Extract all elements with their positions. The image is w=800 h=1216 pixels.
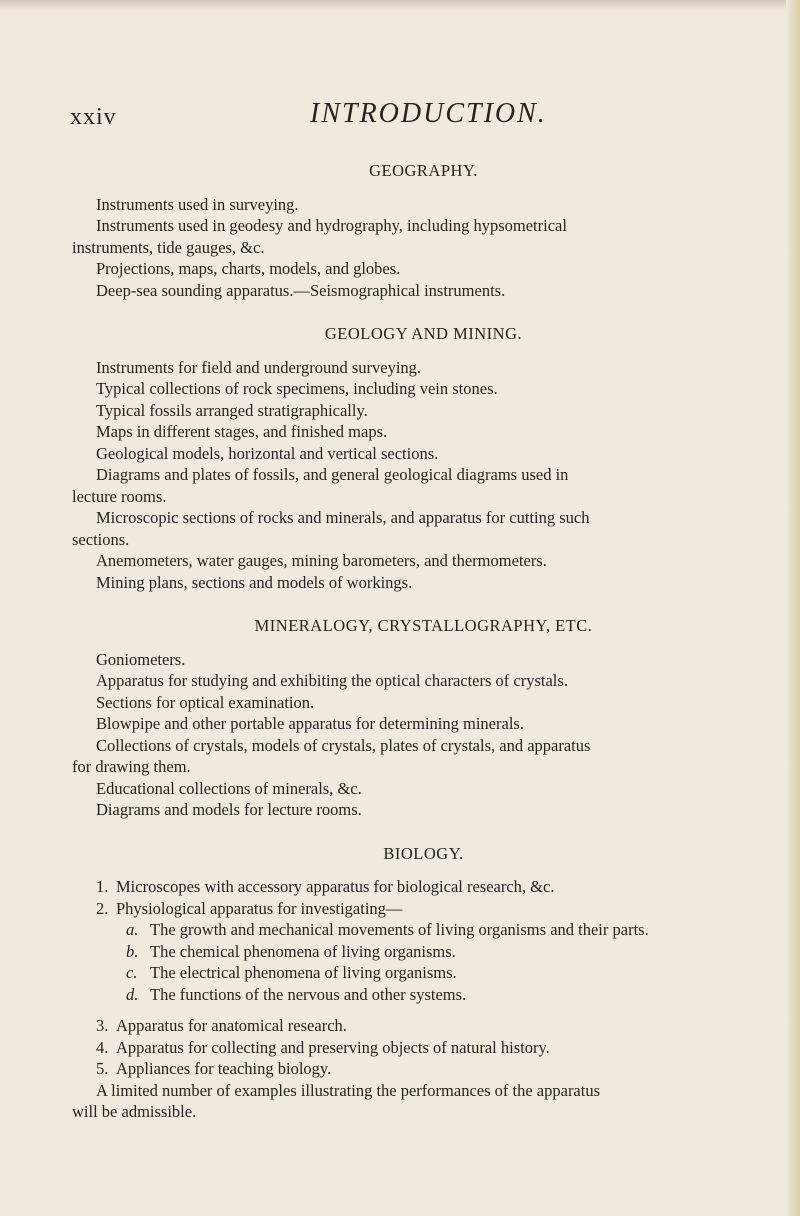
list-item: Mining plans, sections and models of workings. [96,572,413,592]
sub-list-item: b. The chemical phenomena of living organisms. [126,941,456,961]
list-item: 1. Microscopes with accessory apparatus for biological research, &c. [96,877,555,896]
list-item: 5. Appliances for teaching biology. [96,1059,332,1078]
list-item: Goniometers. [96,649,186,669]
list-item: Typical collections of rock specimens, including vein stones. [96,379,498,398]
list-item: Instruments used in surveying. [96,194,299,214]
list-item: Collections of crystals, models of crystals, plates of crystals, and apparatus for drawing them. [72,735,591,776]
list-item: 3. Apparatus for anatomical research. [96,1016,347,1035]
page-header [70,98,770,138]
page-top-shadow [0,0,800,10]
sub-list-item: d. The functions of the nervous and other systems. [126,984,467,1004]
section-geology-mining [72,323,751,593]
list-item: Anemometers, water gauges, mining barometers, and thermometers. [96,551,547,570]
section-biology [72,843,751,1123]
list-item: Diagrams and plates of fossils, and general geological diagrams used in lecture rooms. [72,465,569,506]
spacer [96,1005,751,1015]
sub-list-item: a. The growth and mechanical movements of living organisms and their parts. [126,920,649,939]
list-item: Diagrams and models for lecture rooms. [96,800,362,819]
list-item: Instruments for field and underground surveying. [96,357,422,377]
list-item: Microscopic sections of rocks and minerals, and apparatus for cutting such sections. [72,508,590,549]
list-item: Educational collections of minerals, &c. [96,778,362,798]
list-item: 4. Apparatus for collecting and preserving objects of natural history. [96,1037,550,1057]
page-body [72,160,751,1145]
list-item: Geological models, horizontal and vertical sections. [96,443,439,463]
list-item: Maps in different stages, and finished maps. [96,422,388,441]
list-item: Deep-sea sounding apparatus.—Seismographical instruments. [96,280,506,300]
list-item: 2. Physiological apparatus for investigating— [96,898,403,918]
page-number: xxiv [70,104,117,130]
list-item: Blowpipe and other portable apparatus for determining minerals. [96,714,524,733]
closing-note: A limited number of examples illustrating the performances of the apparatus will be admissible. [72,1080,601,1121]
section-heading: MINERALOGY, CRYSTALLOGRAPHY, ETC. [254,616,593,635]
section-geography [72,160,751,301]
list-item: Typical fossils arranged stratigraphically. [96,400,368,420]
list-item: Instruments used in geodesy and hydrography, including hypsometrical instruments, tide gauges, &c. [72,216,567,257]
section-mineralogy [72,615,751,821]
list-item: Sections for optical examination. [96,692,315,712]
sub-list-item: c. The electrical phenomena of living organisms. [126,963,457,982]
page-edge [786,0,800,1216]
section-heading: GEOLOGY AND MINING. [324,324,523,343]
section-heading: BIOLOGY. [383,843,464,863]
list-item: Projections, maps, charts, models, and globes. [96,259,401,278]
running-title: INTRODUCTION. [310,98,547,129]
list-item: Apparatus for studying and exhibiting the optical characters of crystals. [96,671,568,690]
section-heading: GEOGRAPHY. [369,161,478,180]
